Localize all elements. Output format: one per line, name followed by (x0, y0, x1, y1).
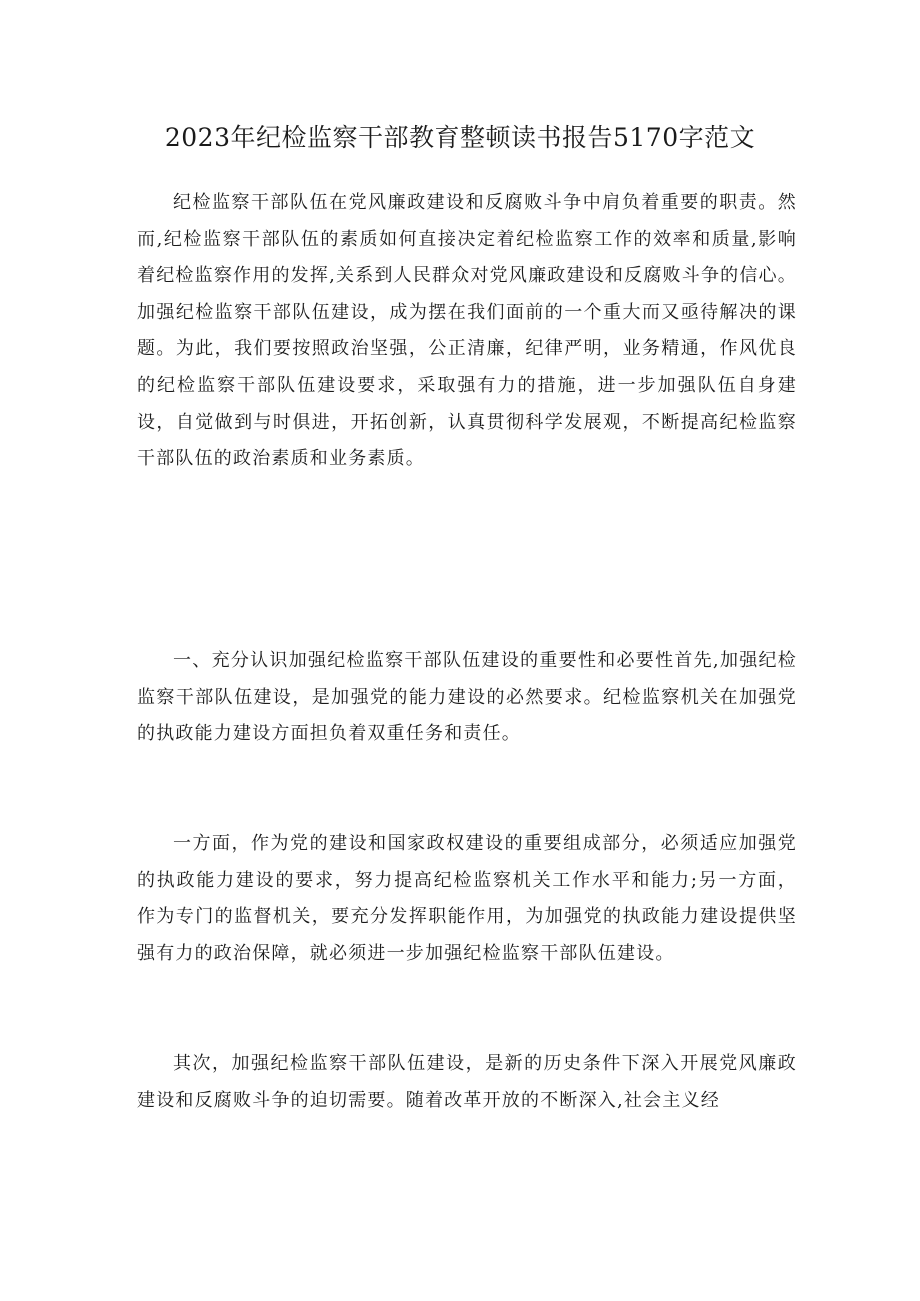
paragraph-secondly: 其次，加强纪检监察干部队伍建设，是新的历史条件下深入开展党风廉政建设和反腐败斗争的迫切需要。随着改革开放的不断深入,社会主义经 (137, 1053, 797, 1111)
paragraph-one-aspect: 一方面，作为党的建设和国家政权建设的重要组成部分，必须适应加强党的执政能力建设的要求，努力提高纪检监察机关工作水平和能力;另一方面，作为专门的监督机关，要充分发挥职能作用，为加强党的执政能力建设提供坚强有力的政治保障，就必须进一步加强纪检监察干部队伍建设。 (137, 833, 797, 964)
document-title: 2023年纪检监察干部教育整顿读书报告5170字范文 (164, 123, 756, 152)
paragraph-intro: 纪检监察干部队伍在党风廉政建设和反腐败斗争中肩负着重要的职责。然而,纪检监察干部队伍的素质如何直接决定着纪检监察工作的效率和质量,影响着纪检监察作用的发挥,关系到人民群众对党风廉政建设和反腐败斗争的信心。加强纪检监察干部队伍建设，成为摆在我们面前的一个重大而又亟待解决的课题。为此，我们要按照政治坚强，公正清廉，纪律严明，业务精通，作风优良的纪检监察干部队伍建设要求，采取强有力的措施，进一步加强队伍自身建设，自觉做到与时俱进，开拓创新，认真贯彻科学发展观，不断提高纪检监察干部队伍的政治素质和业务素质。 (137, 192, 797, 470)
paragraph-section-one: 一、充分认识加强纪检监察干部队伍建设的重要性和必要性首先,加强纪检监察干部队伍建设，是加强党的能力建设的必然要求。纪检监察机关在加强党的执政能力建设方面担负着双重任务和责任。 (137, 650, 797, 745)
